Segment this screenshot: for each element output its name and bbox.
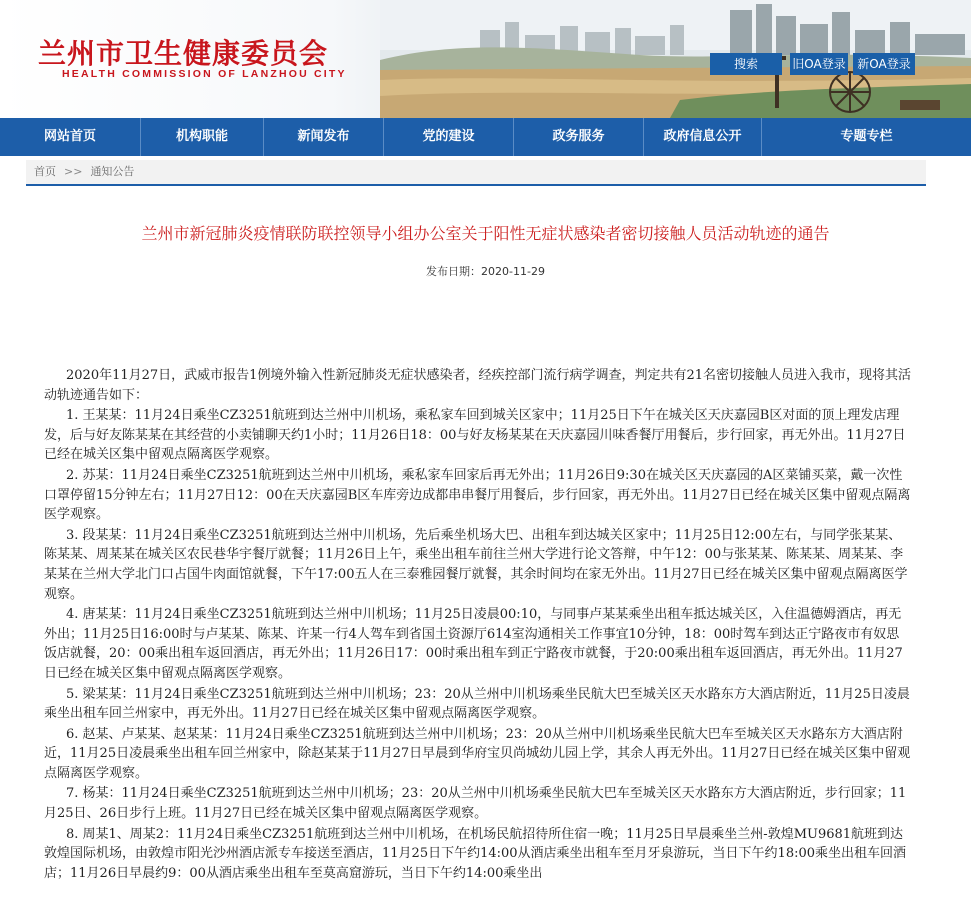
breadcrumb-separator: >> bbox=[64, 165, 83, 178]
breadcrumb-current[interactable]: 通知公告 bbox=[90, 165, 135, 178]
article-paragraph-4: 4. 唐某某：11月24日乘坐CZ3251航班到达兰州中川机场；11月25日凌晨00:10，与同事卢某某乘坐出租车抵达城关区，入住温德姆酒店，再无外出；11月25日16:00时与卢某某、陈某、许某一行4人驾车到省国土资源厅614室沟通相关工作事宜10分钟，18：00时驾车到达正宁路夜市有奴思饭店就餐，20：00乘出租车返回酒店，再无外出；11月26日17：00时乘出租车到正宁路夜市就餐，于20:00乘出租车返回酒店，再无外出。11月27日已经在城关区集中留观点隔离医学观察。 bbox=[44, 607, 903, 681]
article-title: 兰州市新冠肺炎疫情联防联控领导小组办公室关于阳性无症状感染者密切接触人员活动轨迹的通告 bbox=[141, 224, 830, 243]
main-nav bbox=[0, 118, 971, 156]
nav-special-topics[interactable]: 专题专栏 bbox=[840, 129, 893, 144]
article-paragraph-1: 1. 王某某：11月24日乘坐CZ3251航班到达兰州中川机场，乘私家车回到城关区家中；11月25日下午在城关区天庆嘉园B区对面的顶上理发店理发，后与好友陈某某在其经营的小卖铺聊天约1小时；11月26日18：00与好友杨某某在天庆嘉园川味香餐厅用餐后，步行回家，再无外出。11月27日已经在城关区集中留观点隔离医学观察。 bbox=[44, 408, 906, 463]
article-body bbox=[44, 366, 912, 884]
nav-news[interactable]: 新闻发布 bbox=[264, 118, 384, 156]
nav-party-building[interactable]: 党的建设 bbox=[384, 118, 514, 156]
article-paragraph-3: 3. 段某某：11月24日乘坐CZ3251航班到达兰州中川机场，先后乘坐机场大巴、出租车到达城关区家中；11月25日12:00左右，与同学张某某、陈某某、周某某在城关区农民巷华宇餐厅就餐；11月26日上午，乘坐出租车前往兰州大学进行论文答辩，中午12：00与张某某、陈某某、周某某、李某某在兰州大学北门口占国牛肉面馆就餐，下午17:00五人在三泰雅园餐厅就餐，其余时间均在家无外出。11月27日已经在城关区集中留观点隔离医学观察。 bbox=[44, 527, 908, 602]
article-paragraph-2: 2. 苏某：11月24日乘坐CZ3251航班到达兰州中川机场，乘私家车回家后再无外出；11月26日9:30在城关区天庆嘉园的A区菜铺买菜，戴一次性口罩停留15分钟左右；11月27日12：00在天庆嘉园B区车库旁边成都串串餐厅用餐后，步行回家，再无外出。11月27日已经在城关区集中留观点隔离医学观察。 bbox=[44, 467, 911, 523]
article-paragraph-8: 8. 周某1、周某2：11月24日乘坐CZ3251航班到达兰州中川机场，在机场民航招待所住宿一晚；11月25日早晨乘坐兰州-敦煌MU9681航班到达敦煌国际机场，由敦煌市阳光沙州酒店派专车接送至酒店，11月25日下午约14:00从酒店乘坐出租车至月牙泉游玩，当日下午约18:00乘坐出租车回酒店；11月26日早晨约9：00从酒店乘坐出租车至莫高窟游玩，当日下午约14:00乘坐出 bbox=[44, 826, 907, 881]
breadcrumb bbox=[26, 160, 926, 186]
site-logo-english: HEALTH COMMISSION OF LANZHOU CITY bbox=[62, 68, 347, 80]
old-oa-login-button[interactable]: 旧OA登录 bbox=[790, 53, 848, 75]
nav-government-services[interactable]: 政务服务 bbox=[514, 118, 644, 156]
search-button[interactable]: 搜索 bbox=[710, 53, 782, 75]
article-paragraph-5: 5. 梁某某：11月24日乘坐CZ3251航班到达兰州中川机场；23：20从兰州中川机场乘坐民航大巴至城关区天水路东方大酒店附近，11月25日凌晨乘坐出租车回兰州家中，再无外出。11月27日已经在城关区集中留观点隔离医学观察。 bbox=[44, 686, 910, 722]
article-paragraph-7: 7. 杨某：11月24日乘坐CZ3251航班到达兰州中川机场；23：20从兰州中川机场乘坐民航大巴车至城关区天水路东方大酒店附近，步行回家；11月25日、26日步行上班。11月27日已经在城关区集中留观点隔离医学观察。 bbox=[44, 786, 907, 822]
article-paragraph-6: 6. 赵某、卢某某、赵某某：11月24日乘坐CZ3251航班到达兰州中川机场；23：20从兰州中川机场乘坐民航大巴车至城关区天水路东方大酒店附近，11月25日凌晨乘坐出租车回兰州家中，除赵某某于11月27日早晨到华府宝贝尚城幼儿园上学，其余人再无外出。11月27日已经在城关区集中留观点隔离医学观察。 bbox=[44, 726, 911, 781]
breadcrumb-home-link[interactable]: 首页 bbox=[34, 165, 56, 178]
article-paragraph-intro: 2020年11月27日，武威市报告1例境外输入性新冠肺炎无症状感染者，经疾控部门流行病学调查，判定共有21名密切接触人员进入我市，现将其活动轨迹通告如下： bbox=[44, 368, 911, 403]
publish-date bbox=[0, 263, 971, 279]
nav-information-disclosure[interactable]: 政府信息公开 bbox=[644, 118, 762, 156]
site-header bbox=[0, 0, 971, 118]
nav-home[interactable]: 网站首页 bbox=[0, 118, 141, 156]
new-oa-login-button[interactable]: 新OA登录 bbox=[853, 53, 915, 75]
publish-date-value: 2020-11-29 bbox=[481, 265, 545, 278]
nav-functions[interactable]: 机构职能 bbox=[141, 118, 264, 156]
publish-date-label: 发布日期： bbox=[426, 265, 482, 278]
site-logo-chinese: 兰州市卫生健康委员会 bbox=[38, 37, 329, 70]
